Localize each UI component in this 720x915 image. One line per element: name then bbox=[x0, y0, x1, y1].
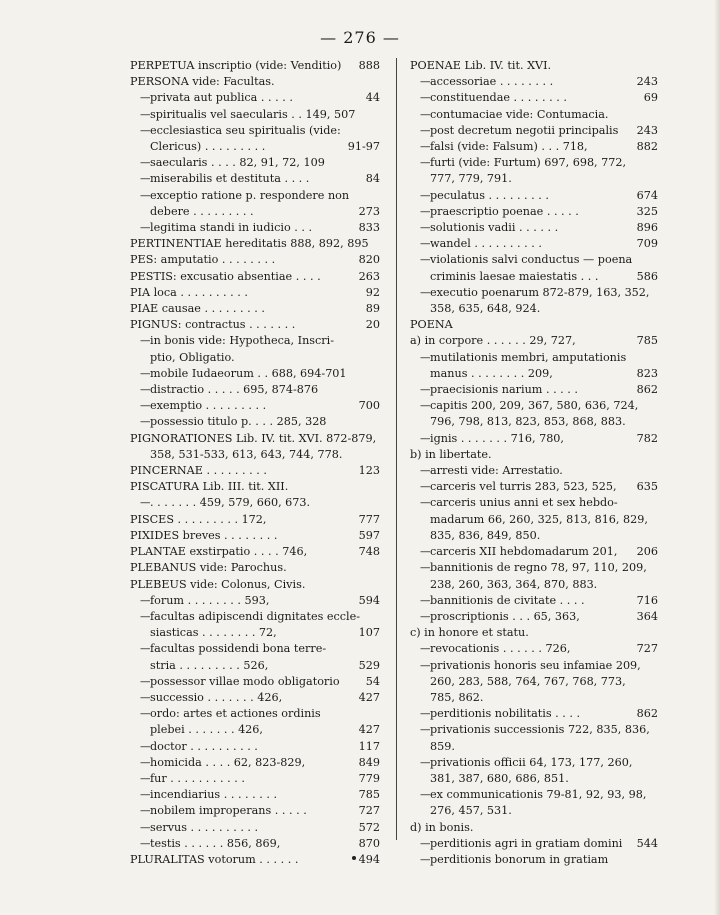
entry-text: violationis salvi conductus — poena bbox=[430, 253, 633, 267]
entry-text: doctor . . . . . . . . . . bbox=[150, 739, 258, 753]
entry-text: contumaciae vide: Contumacia. bbox=[430, 107, 609, 121]
entry-text: facultas possidendi bona terre- bbox=[150, 642, 327, 656]
entry-page-ref: 882 bbox=[635, 139, 658, 155]
entry-page-ref: 364 bbox=[635, 609, 658, 625]
index-entry bbox=[130, 123, 380, 139]
entry-page-ref: 594 bbox=[357, 593, 380, 609]
index-entry bbox=[130, 787, 380, 803]
entry-text: 238, 260, 363, 364, 870, 883. bbox=[430, 577, 598, 591]
index-entry bbox=[130, 285, 380, 301]
index-entry bbox=[130, 641, 380, 657]
entry-text: praecisionis narium . . . . . bbox=[430, 383, 578, 397]
index-entry bbox=[410, 398, 658, 414]
index-entry bbox=[130, 674, 380, 690]
index-entry bbox=[130, 528, 380, 544]
index-entry bbox=[130, 333, 380, 349]
entry-text: PIXIDES breves . . . . . . . . bbox=[130, 528, 278, 542]
index-entry bbox=[410, 836, 658, 852]
index-entry bbox=[130, 171, 380, 187]
entry-text: facultas adipiscendi dignitates eccle- bbox=[150, 609, 360, 623]
index-entry bbox=[410, 252, 658, 268]
entry-page-ref: 779 bbox=[357, 771, 380, 787]
entry-text: post decretum negotii principalis bbox=[430, 123, 619, 137]
entry-text: 785, 862. bbox=[430, 690, 484, 704]
entry-text: exceptio ratione p. respondere non bbox=[150, 188, 350, 202]
index-entry bbox=[410, 414, 658, 430]
entry-text: peculatus . . . . . . . . . bbox=[430, 188, 549, 202]
entry-page-ref: 529 bbox=[357, 658, 380, 674]
entry-text: distractio . . . . . 695, 874-876 bbox=[150, 383, 319, 397]
index-entry bbox=[410, 528, 658, 544]
index-entry bbox=[130, 706, 380, 722]
entry-text: arresti vide: Arrestatio. bbox=[430, 464, 563, 478]
entry-text: saecularis . . . . 82, 91, 72, 109 bbox=[150, 156, 325, 170]
index-column-left bbox=[130, 58, 380, 868]
entry-page-ref: 84 bbox=[364, 171, 380, 187]
entry-text: in bonis vide: Hypotheca, Inscri- bbox=[150, 334, 335, 348]
entry-text: PINCERNAE . . . . . . . . . bbox=[130, 464, 267, 478]
index-entry bbox=[410, 787, 658, 803]
entry-text: forum . . . . . . . . 593, bbox=[150, 593, 270, 607]
index-entry bbox=[410, 139, 658, 155]
entry-page-ref: 243 bbox=[635, 123, 658, 139]
entry-text: furti (vide: Furtum) 697, 698, 772, bbox=[430, 156, 627, 170]
index-entry bbox=[410, 58, 658, 74]
index-entry bbox=[410, 722, 658, 738]
entry-text: constituendae . . . . . . . . bbox=[430, 91, 567, 105]
entry-text: wandel . . . . . . . . . . bbox=[430, 237, 542, 251]
entry-text: 260, 283, 588, 764, 767, 768, 773, bbox=[430, 674, 626, 688]
entry-page-ref: 54 bbox=[364, 674, 380, 690]
entry-text: testis . . . . . . 856, 869, bbox=[150, 836, 281, 850]
entry-text: proscriptionis . . . 65, 363, bbox=[430, 609, 580, 623]
entry-text: madarum 66, 260, 325, 813, 816, 829, bbox=[430, 512, 648, 526]
entry-page-ref: 862 bbox=[635, 706, 658, 722]
index-entry bbox=[410, 820, 658, 836]
entry-text: carceris vel turris 283, 523, 525, bbox=[430, 480, 617, 494]
entry-page-ref: 785 bbox=[635, 333, 658, 349]
entry-page-ref: 748 bbox=[357, 544, 380, 560]
entry-text: . . . . . . . 459, 579, 660, 673. bbox=[150, 496, 311, 510]
entry-text: PISCES . . . . . . . . . 172, bbox=[130, 512, 267, 526]
index-entry bbox=[130, 512, 380, 528]
index-entry bbox=[410, 382, 658, 398]
index-entry bbox=[410, 479, 658, 495]
index-entry bbox=[130, 803, 380, 819]
entry-text: plebei . . . . . . . 426, bbox=[150, 723, 263, 737]
entry-text: exemptio . . . . . . . . . bbox=[150, 399, 267, 413]
entry-page-ref: 544 bbox=[635, 836, 658, 852]
entry-text: PLANTAE exstirpatio . . . . 746, bbox=[130, 545, 308, 559]
index-entry bbox=[130, 431, 380, 447]
entry-text: 777, 779, 791. bbox=[430, 172, 512, 186]
entry-text: ecclesiastica seu spiritualis (vide: bbox=[150, 123, 341, 137]
index-entry bbox=[410, 171, 658, 187]
index-entry bbox=[130, 252, 380, 268]
index-entry bbox=[410, 593, 658, 609]
entry-text: criminis laesae maiestatis . . . bbox=[430, 269, 599, 283]
entry-text: PIGNUS: contractus . . . . . . . bbox=[130, 318, 296, 332]
entry-page-ref: 89 bbox=[364, 301, 380, 317]
index-entry bbox=[130, 301, 380, 317]
index-entry bbox=[130, 155, 380, 171]
index-entry bbox=[410, 577, 658, 593]
scan-edge bbox=[714, 0, 720, 915]
index-entry bbox=[130, 204, 380, 220]
entry-text: carceris unius anni et sex hebdo- bbox=[430, 496, 618, 510]
entry-text: PESTIS: excusatio absentiae . . . . bbox=[130, 269, 321, 283]
entry-page-ref: 888 bbox=[357, 58, 380, 74]
index-entry bbox=[410, 236, 658, 252]
index-entry bbox=[130, 463, 380, 479]
entry-text: ptio, Obligatio. bbox=[150, 350, 235, 364]
entry-text: b) in libertate. bbox=[410, 447, 492, 461]
entry-text: debere . . . . . . . . . bbox=[150, 204, 254, 218]
index-entry bbox=[410, 90, 658, 106]
entry-page-ref: 325 bbox=[635, 204, 658, 220]
index-entry bbox=[130, 139, 380, 155]
index-entry bbox=[130, 236, 380, 252]
entry-text: solutionis vadii . . . . . . bbox=[430, 221, 559, 235]
page-number: — 276 — bbox=[320, 28, 400, 47]
entry-text: falsi (vide: Falsum) . . . 718, bbox=[430, 140, 588, 154]
entry-text: possessio titulo p. . . . 285, 328 bbox=[150, 415, 327, 429]
entry-page-ref: 206 bbox=[635, 544, 658, 560]
entry-text: POENA bbox=[410, 318, 453, 332]
entry-text: PLURALITAS votorum . . . . . . bbox=[130, 852, 299, 866]
index-entry bbox=[130, 722, 380, 738]
entry-page-ref: 597 bbox=[357, 528, 380, 544]
index-entry bbox=[130, 269, 380, 285]
index-entry bbox=[130, 74, 380, 90]
index-entry bbox=[410, 74, 658, 90]
index-entry bbox=[130, 188, 380, 204]
entry-page-ref: 785 bbox=[357, 787, 380, 803]
index-entry bbox=[130, 382, 380, 398]
entry-page-ref: 777 bbox=[357, 512, 380, 528]
index-entry bbox=[410, 512, 658, 528]
index-entry bbox=[130, 690, 380, 706]
entry-text: stria . . . . . . . . . 526, bbox=[150, 658, 269, 672]
entry-page-ref: 674 bbox=[635, 188, 658, 204]
index-entry bbox=[130, 317, 380, 333]
index-entry bbox=[130, 820, 380, 836]
entry-page-ref: 833 bbox=[357, 220, 380, 236]
index-entry bbox=[410, 350, 658, 366]
entry-page-ref: 782 bbox=[635, 431, 658, 447]
entry-text: privationis successionis 722, 835, 836, bbox=[430, 723, 650, 737]
entry-text: ordo: artes et actiones ordinis bbox=[150, 707, 321, 721]
entry-text: 835, 836, 849, 850. bbox=[430, 528, 541, 542]
index-column-right bbox=[410, 58, 658, 868]
index-entry bbox=[410, 285, 658, 301]
entry-text: 796, 798, 813, 823, 853, 868, 883. bbox=[430, 415, 626, 429]
entry-page-ref: 273 bbox=[357, 204, 380, 220]
index-entry bbox=[130, 755, 380, 771]
entry-page-ref: 716 bbox=[635, 593, 658, 609]
entry-text: revocationis . . . . . . 726, bbox=[430, 642, 571, 656]
index-entry bbox=[130, 852, 380, 868]
entry-page-ref: 896 bbox=[635, 220, 658, 236]
entry-text: homicida . . . . 62, 823-829, bbox=[150, 755, 306, 769]
index-entry bbox=[410, 706, 658, 722]
index-entry bbox=[410, 803, 658, 819]
index-entry bbox=[410, 107, 658, 123]
entry-text: mobile Iudaeorum . . 688, 694-701 bbox=[150, 366, 347, 380]
entry-text: 859. bbox=[430, 739, 455, 753]
entry-text: PIAE causae . . . . . . . . . bbox=[130, 302, 265, 316]
entry-text: bannitionis de regno 78, 97, 110, 209, bbox=[430, 561, 647, 575]
entry-text: privationis honoris seu infamiae 209, bbox=[430, 658, 641, 672]
entry-text: successio . . . . . . . 426, bbox=[150, 690, 283, 704]
entry-text: mutilationis membri, amputationis bbox=[430, 350, 627, 364]
index-entry bbox=[410, 625, 658, 641]
entry-text: fur . . . . . . . . . . . bbox=[150, 771, 245, 785]
index-entry bbox=[130, 577, 380, 593]
entry-text: perditionis nobilitatis . . . . bbox=[430, 707, 581, 721]
entry-page-ref: 572 bbox=[357, 820, 380, 836]
index-entry bbox=[410, 220, 658, 236]
entry-text: PIGNORATIONES Lib. IV. tit. XVI. 872-879, bbox=[130, 431, 377, 445]
index-entry bbox=[410, 366, 658, 382]
entry-text: c) in honore et statu. bbox=[410, 626, 529, 640]
entry-page-ref: 427 bbox=[357, 690, 380, 706]
entry-text: accessoriae . . . . . . . . bbox=[430, 75, 554, 89]
index-entry bbox=[410, 333, 658, 349]
index-entry bbox=[410, 447, 658, 463]
index-entry bbox=[410, 609, 658, 625]
entry-text: PES: amputatio . . . . . . . . bbox=[130, 253, 276, 267]
entry-page-ref: 243 bbox=[635, 74, 658, 90]
entry-page-ref: 20 bbox=[364, 317, 380, 333]
index-entry bbox=[130, 544, 380, 560]
index-entry bbox=[410, 317, 658, 333]
entry-text: d) in bonis. bbox=[410, 820, 474, 834]
index-entry bbox=[410, 188, 658, 204]
index-entry bbox=[410, 658, 658, 674]
column-divider bbox=[396, 58, 397, 840]
entry-text: 358, 635, 648, 924. bbox=[430, 302, 541, 316]
entry-page-ref: 123 bbox=[357, 463, 380, 479]
index-entry bbox=[130, 593, 380, 609]
entry-text: miserabilis et destituta . . . . bbox=[150, 172, 310, 186]
entry-text: spiritualis vel saecularis . . 149, 507 bbox=[150, 107, 356, 121]
entry-text: perditionis agri in gratiam domini bbox=[430, 836, 623, 850]
entry-page-ref: 862 bbox=[635, 382, 658, 398]
index-entry bbox=[130, 739, 380, 755]
entry-text: PLEBEUS vide: Colonus, Civis. bbox=[130, 577, 306, 591]
entry-text: executio poenarum 872-879, 163, 352, bbox=[430, 285, 650, 299]
entry-text: PERPETUA inscriptio (vide: Venditio) bbox=[130, 59, 342, 72]
entry-page-ref: 92 bbox=[364, 285, 380, 301]
entry-text: privata aut publica . . . . . bbox=[150, 91, 293, 105]
entry-page-ref: 727 bbox=[635, 641, 658, 657]
entry-page-ref: 823 bbox=[635, 366, 658, 382]
entry-page-ref: 849 bbox=[357, 755, 380, 771]
entry-text: ignis . . . . . . . 716, 780, bbox=[430, 431, 564, 445]
index-entry bbox=[130, 560, 380, 576]
index-entry bbox=[410, 155, 658, 171]
index-entry bbox=[130, 350, 380, 366]
entry-text: PERTINENTIAE hereditatis 888, 892, 895 bbox=[130, 237, 369, 251]
entry-text: 358, 531-533, 613, 643, 744, 778. bbox=[150, 447, 343, 461]
entry-text: praescriptio poenae . . . . . bbox=[430, 204, 579, 218]
index-entry bbox=[410, 771, 658, 787]
entry-text: 276, 457, 531. bbox=[430, 804, 512, 818]
entry-page-ref: 820 bbox=[357, 252, 380, 268]
index-entry bbox=[130, 658, 380, 674]
index-entry bbox=[410, 301, 658, 317]
index-entry bbox=[130, 414, 380, 430]
print-mark bbox=[352, 856, 356, 860]
index-entry bbox=[410, 641, 658, 657]
entry-text: PISCATURA Lib. III. tit. XII. bbox=[130, 480, 289, 494]
entry-text: capitis 200, 209, 367, 580, 636, 724, bbox=[430, 399, 639, 413]
index-entry bbox=[410, 755, 658, 771]
entry-text: POENAE Lib. IV. tit. XVI. bbox=[410, 59, 552, 72]
entry-text: bannitionis de civitate . . . . bbox=[430, 593, 585, 607]
index-entry bbox=[410, 690, 658, 706]
index-entry bbox=[410, 852, 658, 868]
entry-page-ref: 91-97 bbox=[346, 139, 380, 155]
entry-text: carceris XII hebdomadarum 201, bbox=[430, 545, 618, 559]
entry-page-ref: 635 bbox=[635, 479, 658, 495]
entry-text: siasticas . . . . . . . . 72, bbox=[150, 626, 277, 640]
entry-text: manus . . . . . . . . 209, bbox=[430, 366, 553, 380]
entry-text: nobilem improperans . . . . . bbox=[150, 804, 307, 818]
entry-text: PIA loca . . . . . . . . . . bbox=[130, 285, 248, 299]
entry-page-ref: 727 bbox=[357, 803, 380, 819]
index-entry bbox=[410, 674, 658, 690]
index-entry bbox=[130, 447, 380, 463]
entry-page-ref: 700 bbox=[357, 398, 380, 414]
index-entry bbox=[130, 609, 380, 625]
index-entry bbox=[130, 836, 380, 852]
entry-page-ref: 427 bbox=[357, 722, 380, 738]
index-entry bbox=[410, 560, 658, 576]
entry-page-ref: 107 bbox=[357, 625, 380, 641]
entry-text: a) in corpore . . . . . . 29, 727, bbox=[410, 334, 576, 348]
index-entry bbox=[410, 269, 658, 285]
entry-text: Clericus) . . . . . . . . . bbox=[150, 140, 266, 154]
index-entry bbox=[130, 366, 380, 382]
entry-text: perditionis bonorum in gratiam bbox=[430, 852, 609, 866]
entry-page-ref: 586 bbox=[635, 269, 658, 285]
index-entry bbox=[130, 58, 380, 74]
index-entry bbox=[130, 107, 380, 123]
entry-page-ref: 117 bbox=[357, 739, 380, 755]
entry-page-ref: 709 bbox=[635, 236, 658, 252]
index-entry bbox=[410, 204, 658, 220]
entry-page-ref: 494 bbox=[357, 852, 380, 868]
entry-text: legitima standi in iudicio . . . bbox=[150, 221, 313, 235]
entry-text: servus . . . . . . . . . . bbox=[150, 820, 259, 834]
index-entry bbox=[130, 90, 380, 106]
entry-page-ref: 69 bbox=[642, 90, 658, 106]
index-entry bbox=[130, 495, 380, 511]
index-entry bbox=[410, 431, 658, 447]
entry-text: possessor villae modo obligatorio bbox=[150, 674, 340, 688]
entry-page-ref: 870 bbox=[357, 836, 380, 852]
index-entry bbox=[130, 479, 380, 495]
entry-text: incendiarius . . . . . . . . bbox=[150, 788, 278, 802]
index-entry bbox=[130, 398, 380, 414]
entry-text: privationis officii 64, 173, 177, 260, bbox=[430, 755, 633, 769]
index-entry bbox=[130, 771, 380, 787]
entry-text: PLEBANUS vide: Parochus. bbox=[130, 561, 287, 575]
entry-page-ref: 44 bbox=[364, 90, 380, 106]
index-entry bbox=[410, 123, 658, 139]
entry-page-ref: 263 bbox=[357, 269, 380, 285]
index-entry bbox=[410, 544, 658, 560]
entry-text: 381, 387, 680, 686, 851. bbox=[430, 771, 569, 785]
entry-text: PERSONA vide: Facultas. bbox=[130, 75, 275, 89]
index-entry bbox=[410, 739, 658, 755]
index-entry bbox=[130, 220, 380, 236]
entry-text: ex communicationis 79-81, 92, 93, 98, bbox=[430, 788, 647, 802]
index-entry bbox=[410, 463, 658, 479]
index-entry bbox=[130, 625, 380, 641]
index-entry bbox=[410, 495, 658, 511]
